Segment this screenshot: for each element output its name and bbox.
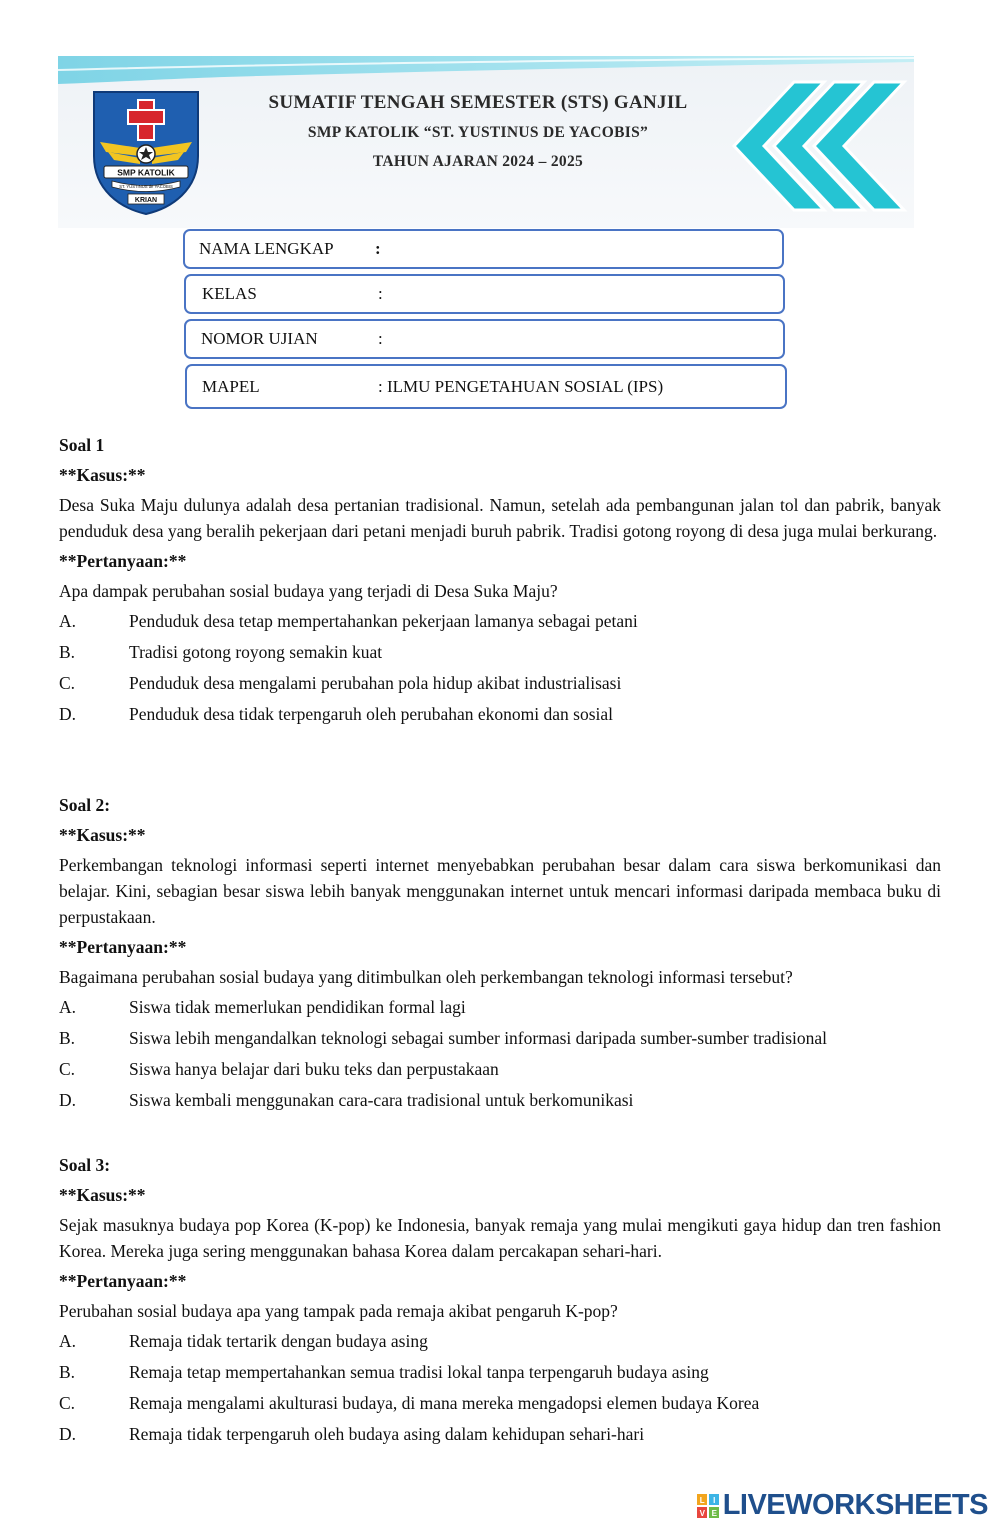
option-letter: D. <box>59 1090 77 1110</box>
option-c[interactable] <box>59 670 941 701</box>
question-text: Bagaimana perubahan sosial budaya yang ditimbulkan oleh perkembangan teknologi informasi tersebut? <box>59 967 793 987</box>
exam-title: SUMATIF TENGAH SEMESTER (STS) GANJIL <box>268 92 688 113</box>
question-label: **Pertanyaan:** <box>59 551 187 571</box>
option-letter: D. <box>59 704 77 724</box>
name-value: : <box>375 239 381 258</box>
header-banner <box>58 56 914 228</box>
exam-number-field[interactable] <box>184 319 785 359</box>
question-2 <box>59 792 941 1118</box>
school-name: SMP KATOLIK “ST. YUSTINUS DE YACOBIS” <box>307 124 649 141</box>
cube-letter: I <box>712 1495 715 1505</box>
option-letter: C. <box>59 673 76 693</box>
name-field[interactable] <box>183 229 784 269</box>
option-d[interactable] <box>59 701 941 732</box>
option-c[interactable] <box>59 1056 941 1087</box>
class-label: KELAS <box>202 284 257 303</box>
question-title: Soal 3: <box>59 1155 111 1175</box>
brand-text: LIVEWORKSHEETS <box>722 1489 988 1521</box>
subject-value: : ILMU PENGETAHUAN SOSIAL (IPS) <box>378 376 664 396</box>
question-title: Soal 2: <box>59 795 111 815</box>
case-text: Sejak masuknya budaya pop Korea (K-pop) ke Indonesia, banyak remaja yang mulai mengikuti gaya hidup dan tren fashion Korea. Mereka juga sering menggunakan bahasa Korea dalam percakapan sehari-hari. <box>59 1215 941 1261</box>
option-text: Remaja tetap mempertahankan semua tradisi lokal tanpa terpengaruh budaya asing <box>129 1362 709 1382</box>
exam-number-value: : <box>378 329 383 348</box>
case-label: **Kasus:** <box>59 465 146 485</box>
option-letter: C. <box>59 1059 76 1079</box>
option-b[interactable] <box>59 1359 941 1390</box>
option-letter: B. <box>59 1362 76 1382</box>
case-label: **Kasus:** <box>59 1185 146 1205</box>
option-text: Remaja tidak terpengaruh oleh budaya asing dalam kehidupan sehari-hari <box>129 1424 645 1444</box>
question-1 <box>59 432 941 732</box>
option-text: Penduduk desa tetap mempertahankan pekerjaan lamanya sebagai petani <box>129 611 638 631</box>
option-a[interactable] <box>59 994 941 1025</box>
option-letter: A. <box>59 1331 77 1351</box>
header-titles <box>208 92 748 171</box>
subject-field <box>185 364 787 409</box>
question-label: **Pertanyaan:** <box>59 1271 187 1291</box>
class-value: : <box>378 284 383 303</box>
question-text: Apa dampak perubahan sosial budaya yang terjadi di Desa Suka Maju? <box>59 581 558 601</box>
option-a[interactable] <box>59 1328 941 1359</box>
option-letter: C. <box>59 1393 76 1413</box>
cube-letter: L <box>699 1495 704 1505</box>
question-title: Soal 1 <box>59 435 105 455</box>
option-b[interactable] <box>59 1025 941 1056</box>
option-letter: D. <box>59 1424 77 1444</box>
option-text: Penduduk desa mengalami perubahan pola hidup akibat industrialisasi <box>129 673 622 693</box>
logo-top-text: SMP KATOLIK <box>117 167 175 178</box>
logo-mid-text: ST. YUSTINUS de YACOBIS <box>119 184 173 189</box>
subject-label: MAPEL <box>202 376 260 396</box>
case-label: **Kasus:** <box>59 825 146 845</box>
liveworksheets-logo <box>697 1489 988 1522</box>
option-c[interactable] <box>59 1390 941 1421</box>
option-a[interactable] <box>59 608 941 639</box>
cube-letter: V <box>699 1508 705 1518</box>
question-text: Perubahan sosial budaya apa yang tampak pada remaja akibat pengaruh K-pop? <box>59 1301 618 1321</box>
option-letter: A. <box>59 997 77 1017</box>
option-d[interactable] <box>59 1421 941 1452</box>
option-text: Siswa lebih mengandalkan teknologi sebagai sumber informasi daripada sumber-sumber tradisional <box>129 1028 828 1048</box>
school-logo <box>88 86 204 216</box>
option-text: Remaja tidak tertarik dengan budaya asing <box>129 1331 428 1351</box>
option-text: Penduduk desa tidak terpengaruh oleh perubahan ekonomi dan sosial <box>129 704 614 724</box>
liveworksheets-cube-icon <box>697 1494 719 1518</box>
option-text: Siswa tidak memerlukan pendidikan formal lagi <box>129 997 466 1017</box>
option-text: Siswa hanya belajar dari buku teks dan perpustakaan <box>129 1059 499 1079</box>
name-label: NAMA LENGKAP <box>199 239 334 258</box>
academic-year: TAHUN AJARAN 2024 – 2025 <box>372 153 584 170</box>
option-text: Tradisi gotong royong semakin kuat <box>129 642 383 662</box>
class-field[interactable] <box>184 274 785 314</box>
option-letter: B. <box>59 642 76 662</box>
chevron-decoration-icon <box>724 76 914 216</box>
case-text: Desa Suka Maju dulunya adalah desa pertanian tradisional. Namun, setelah ada pembangunan jalan tol dan pabrik, banyak penduduk desa yang beralih pekerjaan dari petani menjadi buruh pabrik. Tradisi gotong royong di desa juga mulai berkurang. <box>59 495 941 541</box>
option-letter: B. <box>59 1028 76 1048</box>
question-label: **Pertanyaan:** <box>59 937 187 957</box>
option-b[interactable] <box>59 639 941 670</box>
option-text: Siswa kembali menggunakan cara-cara tradisional untuk berkomunikasi <box>129 1090 634 1110</box>
option-letter: A. <box>59 611 77 631</box>
exam-number-label: NOMOR UJIAN <box>201 329 318 348</box>
question-3 <box>59 1152 941 1452</box>
logo-bottom-text: KRIAN <box>134 197 158 204</box>
option-d[interactable] <box>59 1087 941 1118</box>
case-text: Perkembangan teknologi informasi seperti internet menyebabkan perubahan besar dalam cara siswa berkomunikasi dan belajar. Kini, sebagian besar siswa lebih banyak menggunakan internet untuk mencari informasi daripada membaca buku di perpustakaan. <box>59 855 941 927</box>
option-text: Remaja mengalami akulturasi budaya, di mana mereka mengadopsi elemen budaya Korea <box>129 1393 760 1413</box>
cube-letter: E <box>711 1508 717 1518</box>
